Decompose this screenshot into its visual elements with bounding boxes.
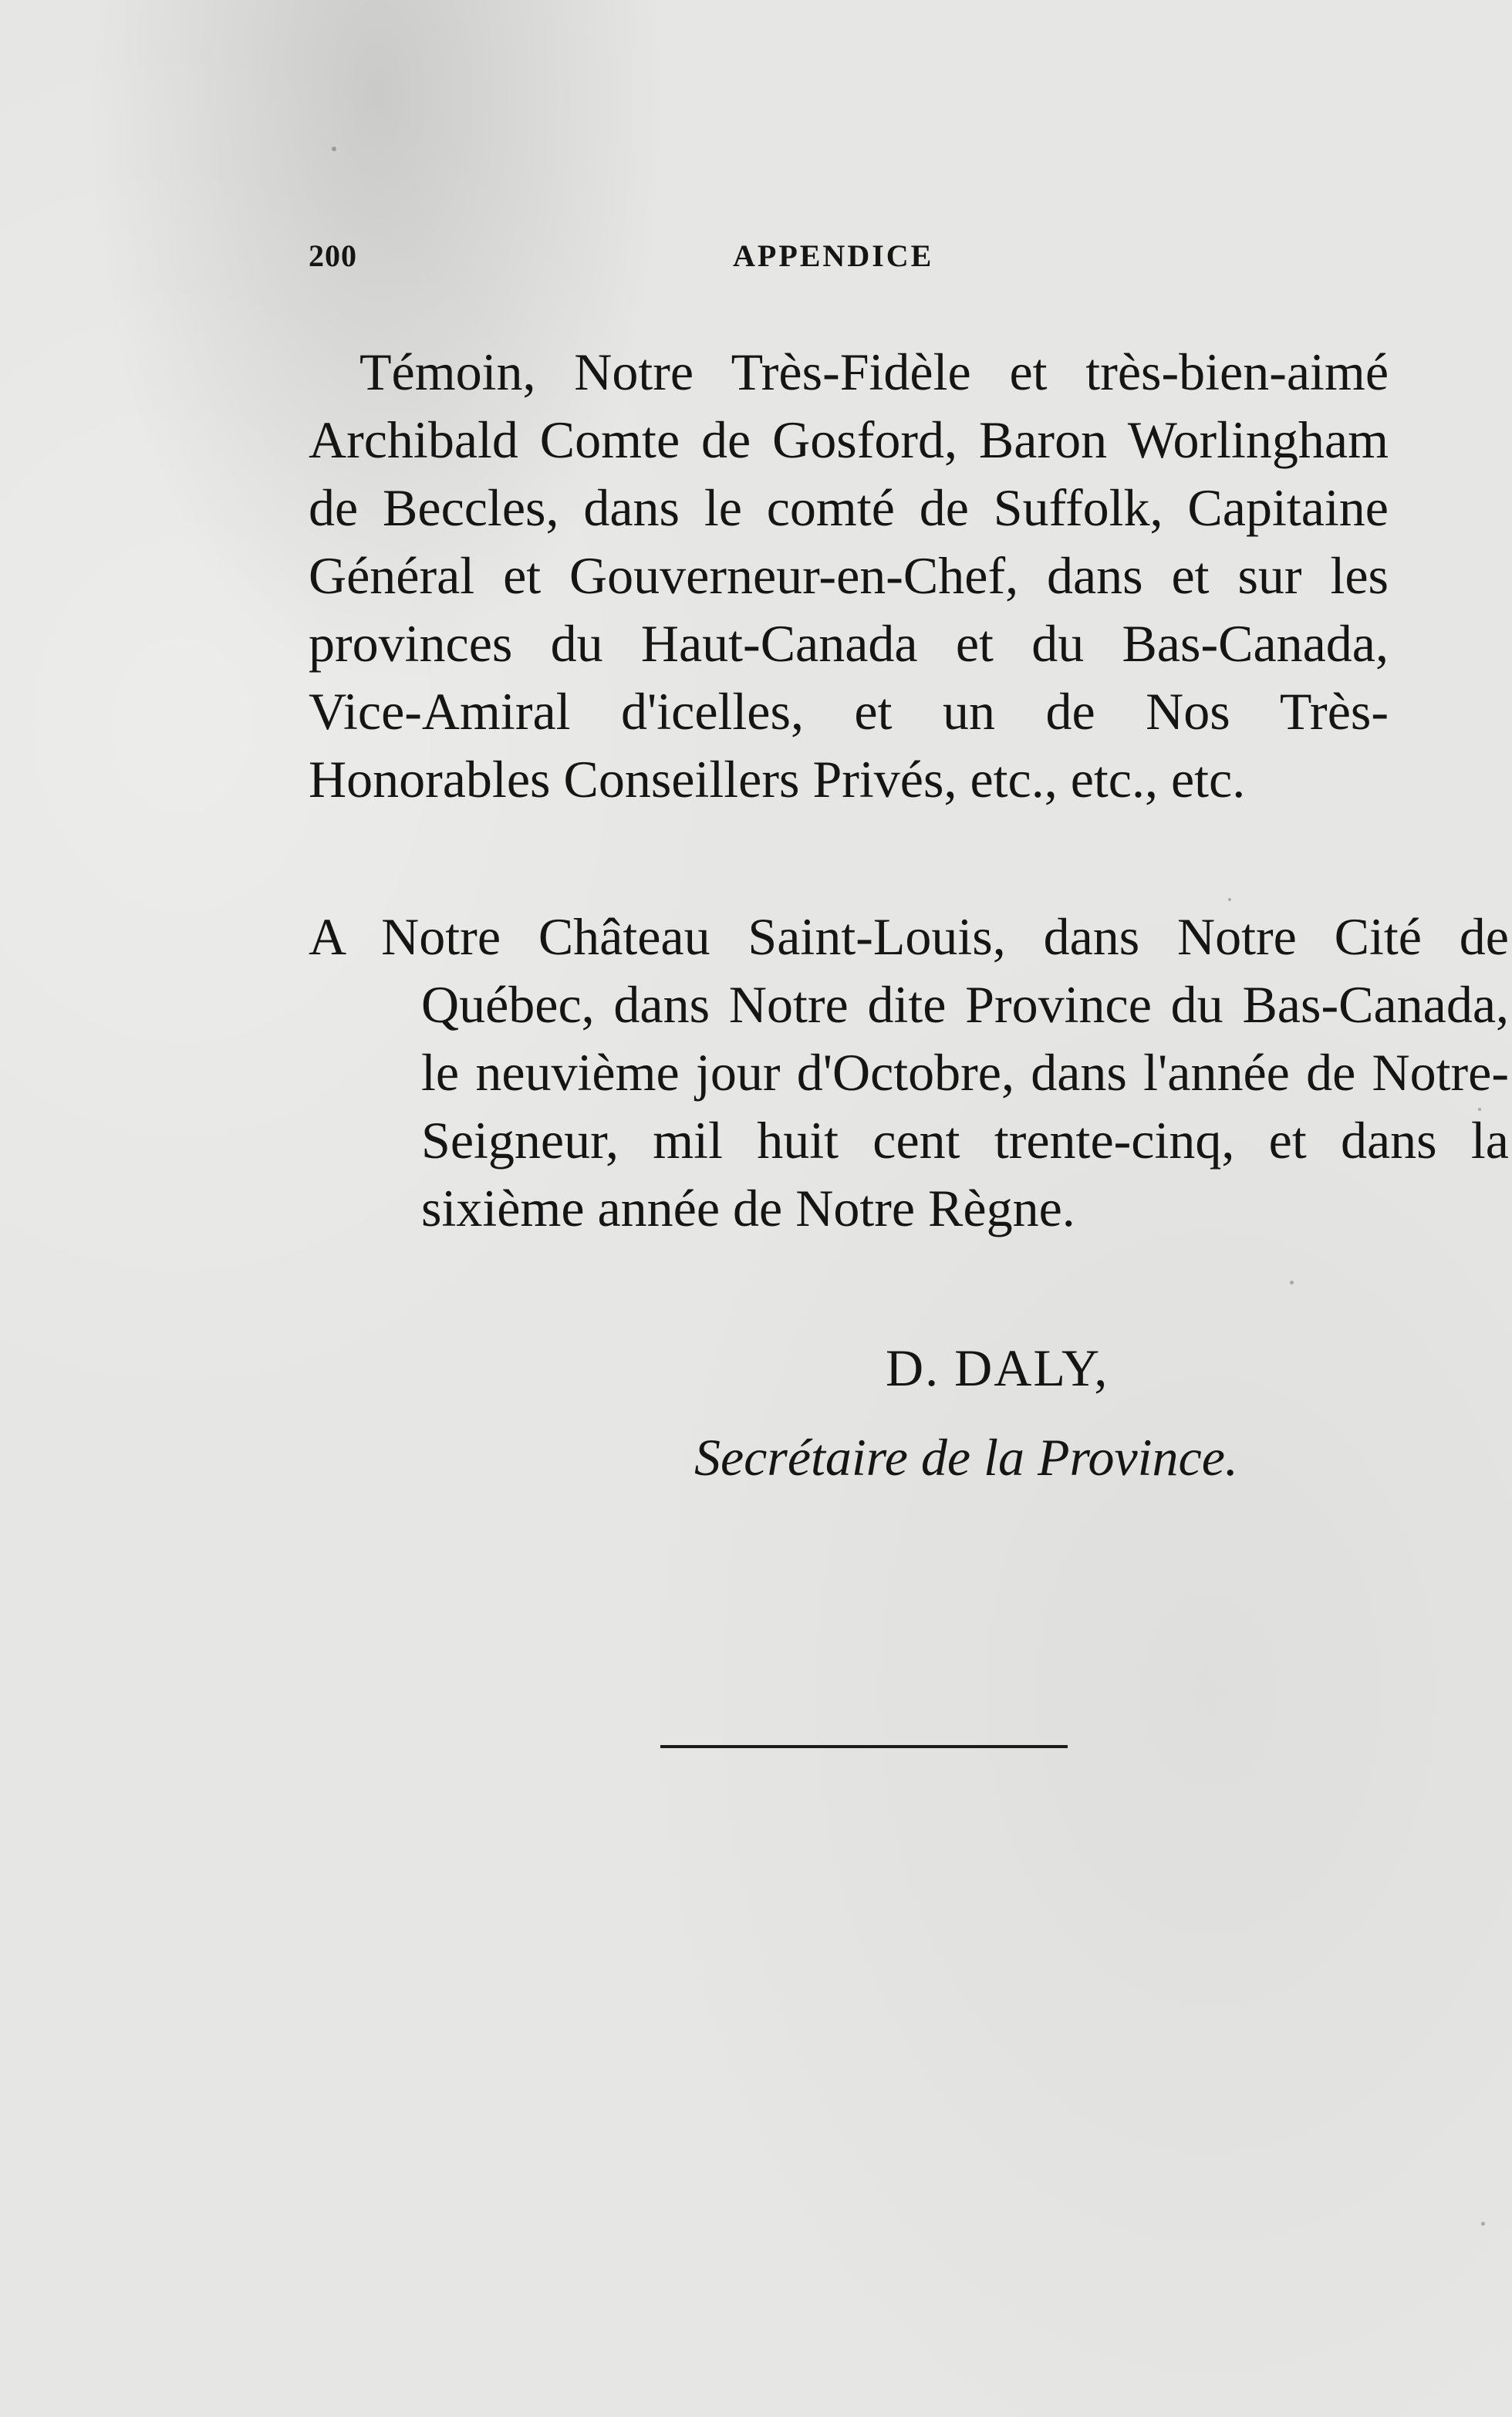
end-rule bbox=[660, 1745, 1068, 1748]
paragraph-place-date: A Notre Château Saint-Louis, dans Notre Cité de Québec, dans Notre dite Province du Bas-Canada, le neuvième jour d'Octobre, dans l'année de Notre-Seigneur, mil huit cent trente-cinq, et dans la sixième année de Notre Règne. bbox=[309, 907, 1509, 1237]
paper-speck bbox=[1290, 1281, 1294, 1284]
signature-name: D. DALY, bbox=[886, 1338, 1109, 1397]
paper-speck bbox=[1478, 1108, 1481, 1111]
signature-title: Secrétaire de la Province. bbox=[694, 1428, 1238, 1487]
paragraph-witness: Témoin, Notre Très-Fidèle et très-bien-aimé Archibald Comte de Gosford, Baron Worlingham de Beccles, dans le comté de Suffolk, Capitaine Général et Gouverneur-en-Chef, dans et sur les provinces du Haut-Canada et du Bas-Canada, Vice-Amiral d'icelles, et un de Nos Très-Honorables Conseillers Privés, etc., etc., etc. bbox=[309, 343, 1389, 808]
running-head bbox=[309, 238, 1404, 284]
paper-speck bbox=[332, 147, 336, 151]
paper-speck bbox=[1481, 2222, 1485, 2226]
running-title: APPENDICE bbox=[733, 238, 934, 273]
page-number: 200 bbox=[309, 238, 357, 273]
paper-speck bbox=[1228, 898, 1231, 901]
